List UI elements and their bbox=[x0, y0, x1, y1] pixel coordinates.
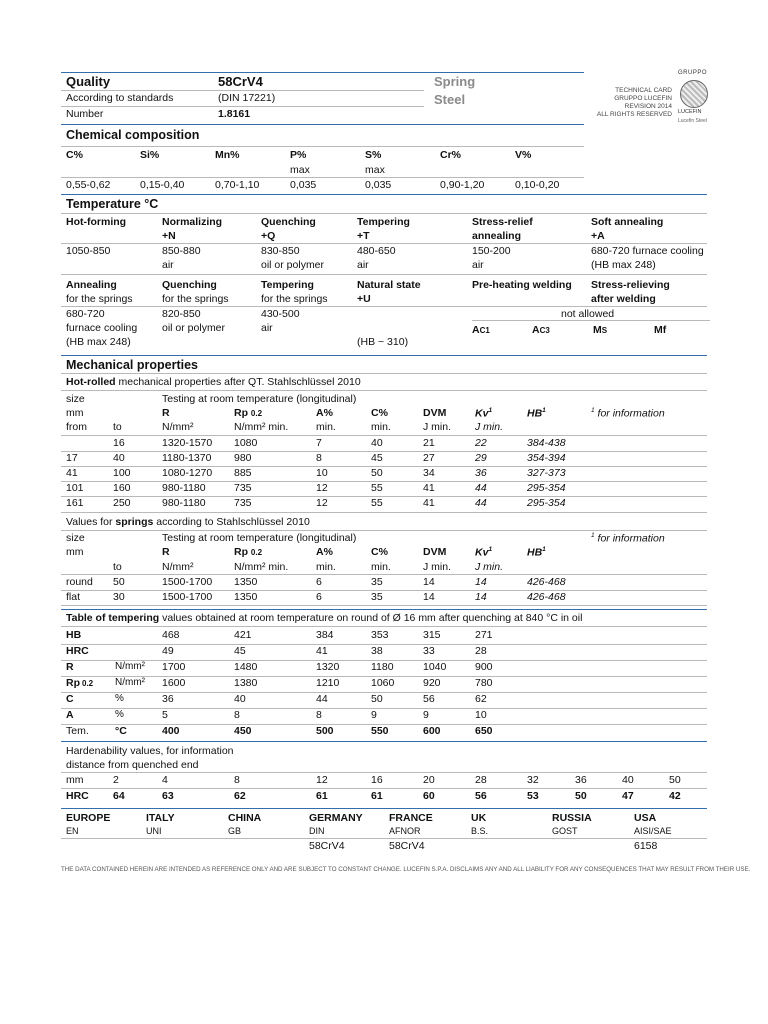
tempering-caption: Table of tempering values obtained at room temperature on round of Ø 16 mm after quenching at 840 °C in oil bbox=[66, 612, 583, 624]
tempering-temp-c2: 500 bbox=[316, 725, 334, 737]
chem-value-cr: 0,90-1,20 bbox=[440, 179, 485, 191]
header-kv: Kv$^1$ bbox=[475, 407, 493, 420]
not-allowed-text: not allowed bbox=[561, 308, 615, 320]
cell-r0-c4: 7 bbox=[316, 437, 322, 449]
tempering-unit-4: % bbox=[115, 693, 124, 704]
chem-sub-p: max bbox=[290, 164, 310, 176]
quenching-value: 830-850 bbox=[261, 245, 300, 257]
header-r: R bbox=[162, 407, 170, 419]
equiv-standard-3: DIN bbox=[309, 826, 325, 836]
tempering-label-4: C bbox=[66, 693, 74, 705]
springs-size-label: size bbox=[66, 532, 85, 544]
hard-hrc-5: 60 bbox=[423, 790, 435, 802]
quenching-springs-value2: oil or polymer bbox=[162, 322, 226, 334]
spring-cell-r1-c8: 426-468 bbox=[527, 591, 566, 603]
chem-value-v: 0,10-0,20 bbox=[515, 179, 560, 191]
natural-state-value: (HB ~ 310) bbox=[357, 336, 409, 348]
chem-value-p: 0,035 bbox=[290, 179, 317, 191]
normalizing-label: Normalizing bbox=[162, 216, 223, 228]
hard-mm-7: 32 bbox=[527, 774, 539, 786]
equiv-region-4: FRANCE bbox=[389, 812, 433, 824]
header-hb: $HB^1$ bbox=[527, 407, 546, 420]
cell-r1-c8: 354-394 bbox=[527, 452, 566, 464]
springs-header-r: R bbox=[162, 546, 170, 558]
cell-r2-c1: 100 bbox=[113, 467, 131, 479]
tempering-val-r0-c1: 421 bbox=[234, 629, 252, 641]
tempering-temp-c3: 550 bbox=[371, 725, 389, 737]
tempering-value: 480-650 bbox=[357, 245, 396, 257]
spring-cell-r1-c5: 35 bbox=[371, 591, 383, 603]
tempering-val-r1-c2: 41 bbox=[316, 645, 328, 657]
cell-r2-c0: 41 bbox=[66, 467, 78, 479]
tempering-val-r5-c2: 8 bbox=[316, 709, 322, 721]
tempering-temp-c4: 600 bbox=[423, 725, 441, 737]
spring-cell-r0-c6: 14 bbox=[423, 576, 435, 588]
header-a: A% bbox=[316, 407, 333, 419]
cell-r1-c7: 29 bbox=[475, 452, 487, 464]
hard-hrc-7: 53 bbox=[527, 790, 539, 802]
mechanical-properties-title: Mechanical properties bbox=[66, 358, 198, 372]
cell-r1-c0: 17 bbox=[66, 452, 78, 464]
equiv-grade-3: 58CrV4 bbox=[309, 840, 345, 852]
tempering-val-r4-c2: 44 bbox=[316, 693, 328, 705]
technical-card-info: TECHNICAL CARD GRUPPO LUCEFIN REVISION 2014 ALL RIGHTS RESERVED bbox=[596, 87, 672, 118]
cell-r0-c2: 1320-1570 bbox=[162, 437, 213, 449]
hard-mm-4: 16 bbox=[371, 774, 383, 786]
cell-r3-c7: 44 bbox=[475, 482, 487, 494]
chem-value-mn: 0,70-1,10 bbox=[215, 179, 260, 191]
tempering-val-r3-c5: 780 bbox=[475, 677, 493, 689]
springs-header-dvm: DVM bbox=[423, 546, 447, 558]
tempering-val-r2-c3: 1180 bbox=[371, 661, 394, 673]
chem-header-s: S% bbox=[365, 149, 382, 161]
tempering-val-r2-c5: 900 bbox=[475, 661, 493, 673]
tempering-value2: air bbox=[357, 259, 369, 271]
cell-r1-c6: 27 bbox=[423, 452, 435, 464]
tempering-label: Tempering bbox=[357, 216, 410, 228]
springs-unit-dvm: J min. bbox=[423, 561, 452, 573]
preheating-welding-label: Pre-heating welding bbox=[472, 279, 572, 291]
soft-annealing-value2: (HB max 248) bbox=[591, 259, 656, 271]
unit-c: min. bbox=[371, 421, 391, 433]
standards-label: According to standards bbox=[66, 92, 174, 104]
stress-relieving-label: Stress-relieving bbox=[591, 279, 670, 291]
soft-annealing-code: +A bbox=[591, 230, 605, 242]
annealing-value: 680-720 bbox=[66, 308, 105, 320]
quality-label: Quality bbox=[66, 74, 111, 89]
tempering-val-r4-c1: 40 bbox=[234, 693, 246, 705]
quenching-springs-value: 820-850 bbox=[162, 308, 201, 320]
hard-mm-2: 8 bbox=[234, 774, 240, 786]
springs-testing-label: Testing at room temperature (longitudinal) bbox=[162, 532, 357, 544]
ms-label: MS bbox=[593, 324, 608, 336]
tempering-temp-unit: °C bbox=[115, 725, 127, 737]
tempering-val-r5-c0: 5 bbox=[162, 709, 168, 721]
springs-mm-label: mm bbox=[66, 546, 84, 558]
quenching-springs-sub: for the springs bbox=[162, 293, 229, 305]
springs-header-rp: Rp 0.2 bbox=[234, 546, 263, 558]
annealing-label: Annealing bbox=[66, 279, 117, 291]
springs-header-hb: $HB^1$ bbox=[527, 546, 546, 559]
tempering-springs-label: Tempering bbox=[261, 279, 314, 291]
springs-unit-r: N/mm² bbox=[162, 561, 194, 573]
cell-r2-c4: 10 bbox=[316, 467, 328, 479]
number-label: Number bbox=[66, 108, 104, 120]
cell-r1-c2: 1180-1370 bbox=[162, 452, 212, 464]
hard-hrc-2: 62 bbox=[234, 790, 246, 802]
tempering-val-r2-c4: 1040 bbox=[423, 661, 447, 673]
chem-header-c: C% bbox=[66, 149, 83, 161]
equiv-region-0: EUROPE bbox=[66, 812, 111, 824]
cell-r0-c8: 384-438 bbox=[527, 437, 566, 449]
hard-hrc-10: 42 bbox=[669, 790, 681, 802]
normalizing-code: +N bbox=[162, 230, 176, 242]
spring-cell-r1-c2: 1500-1700 bbox=[162, 591, 213, 603]
springs-info-note: $^1$ for information bbox=[591, 532, 665, 545]
chem-header-cr: Cr% bbox=[440, 149, 462, 161]
hard-hrc-3: 61 bbox=[316, 790, 328, 802]
tempering-val-r2-c0: 1700 bbox=[162, 661, 186, 673]
number-value: 1.8161 bbox=[218, 108, 251, 120]
cell-r3-c8: 295-354 bbox=[527, 482, 566, 494]
springs-unit-c: min. bbox=[371, 561, 391, 573]
cell-r2-c7: 36 bbox=[475, 467, 487, 479]
tempering-temp-c1: 450 bbox=[234, 725, 252, 737]
chem-value-s: 0,035 bbox=[365, 179, 392, 191]
cell-r3-c3: 735 bbox=[234, 482, 252, 494]
lucefin-logo: GRUPPO LUCEFIN Lucefin Steel bbox=[678, 70, 708, 124]
cell-r0-c6: 21 bbox=[423, 437, 435, 449]
standards-value: (DIN 17221) bbox=[218, 92, 276, 104]
cell-r0-c5: 40 bbox=[371, 437, 383, 449]
cell-r4-c2: 980-1180 bbox=[162, 497, 206, 509]
spring-cell-r0-c7: 14 bbox=[475, 576, 487, 588]
cell-r2-c2: 1080-1270 bbox=[162, 467, 213, 479]
hard-hrc-8: 50 bbox=[575, 790, 587, 802]
cell-r2-c5: 50 bbox=[371, 467, 383, 479]
tempering-springs-sub: for the springs bbox=[261, 293, 328, 305]
stress-relief-label2: annealing bbox=[472, 230, 522, 242]
tempering-label-sub: 0.2 bbox=[82, 679, 94, 688]
hard-mm-5: 20 bbox=[423, 774, 435, 786]
tempering-val-r5-c4: 9 bbox=[423, 709, 429, 721]
tempering-label-0: HB bbox=[66, 629, 82, 641]
tempering-val-r3-c2: 1210 bbox=[316, 677, 340, 689]
chemical-composition-title: Chemical composition bbox=[66, 128, 200, 142]
equiv-grade-7: 6158 bbox=[634, 840, 658, 852]
quenching-label: Quenching bbox=[261, 216, 316, 228]
mf-label: Mf bbox=[654, 324, 667, 336]
chem-value-si: 0,15-0,40 bbox=[140, 179, 185, 191]
tempering-val-r2-c1: 1480 bbox=[234, 661, 258, 673]
tempering-val-r4-c3: 50 bbox=[371, 693, 383, 705]
equiv-region-5: UK bbox=[471, 812, 487, 824]
hard-hrc-1: 63 bbox=[162, 790, 174, 802]
tempering-val-r4-c0: 36 bbox=[162, 693, 174, 705]
cell-r1-c1: 40 bbox=[113, 452, 125, 464]
tempering-val-r1-c5: 28 bbox=[475, 645, 487, 657]
steel-type-line2: Steel bbox=[434, 92, 466, 107]
unit-kv: J min. bbox=[475, 421, 504, 433]
cell-r3-c1: 160 bbox=[113, 482, 131, 494]
testing-label: Testing at room temperature (longitudinal) bbox=[162, 393, 357, 405]
quality-value: 58CrV4 bbox=[218, 74, 263, 89]
tempering-label-1: HRC bbox=[66, 645, 89, 657]
tempering-val-r4-c4: 56 bbox=[423, 693, 435, 705]
tempering-label-3: Rp bbox=[66, 677, 80, 689]
springs-unit-a: min. bbox=[316, 561, 336, 573]
equiv-region-1: ITALY bbox=[146, 812, 175, 824]
tempering-val-r1-c1: 45 bbox=[234, 645, 246, 657]
tempering-val-r2-c2: 1320 bbox=[316, 661, 340, 673]
spring-cell-r1-c1: 30 bbox=[113, 591, 125, 603]
annealing-value2: furnace cooling bbox=[66, 322, 138, 334]
soft-annealing-value: 680-720 furnace cooling bbox=[591, 245, 704, 257]
hard-mm-9: 40 bbox=[622, 774, 634, 786]
tempering-val-r1-c0: 49 bbox=[162, 645, 174, 657]
chem-header-v: V% bbox=[515, 149, 532, 161]
hardenability-line1: Hardenability values, for information bbox=[66, 745, 234, 757]
cell-r4-c0: 161 bbox=[66, 497, 84, 509]
hard-mm-10: 50 bbox=[669, 774, 681, 786]
equiv-region-2: CHINA bbox=[228, 812, 262, 824]
spring-cell-r0-c1: 50 bbox=[113, 576, 125, 588]
springs-header-c: C% bbox=[371, 546, 388, 558]
tempering-val-r0-c5: 271 bbox=[475, 629, 493, 641]
normalizing-value2: air bbox=[162, 259, 174, 271]
cell-r3-c6: 41 bbox=[423, 482, 435, 494]
cell-r2-c8: 327-373 bbox=[527, 467, 566, 479]
springs-to-label: to bbox=[113, 561, 122, 573]
unit-dvm: J min. bbox=[423, 421, 452, 433]
unit-r: N/mm² bbox=[162, 421, 194, 433]
spring-cell-r1-c6: 14 bbox=[423, 591, 435, 603]
hard-mm-6: 28 bbox=[475, 774, 487, 786]
equiv-standard-5: B.S. bbox=[471, 826, 489, 836]
equiv-standard-2: GB bbox=[228, 826, 242, 836]
hard-mm-1: 4 bbox=[162, 774, 168, 786]
cell-r2-c6: 34 bbox=[423, 467, 435, 479]
hot-rolled-caption: Hot-rolled mechanical properties after QT. Stahlschlüssel 2010 bbox=[66, 376, 361, 388]
header-rp: Rp 0.2 bbox=[234, 407, 263, 419]
spring-cell-r0-c0: round bbox=[66, 576, 93, 588]
stress-relieving-label2: after welding bbox=[591, 293, 656, 305]
mm-label: mm bbox=[66, 407, 84, 419]
cell-r4-c4: 12 bbox=[316, 497, 328, 509]
tempering-val-r3-c0: 1600 bbox=[162, 677, 186, 689]
tempering-label-5: A bbox=[66, 709, 74, 721]
spring-cell-r1-c7: 14 bbox=[475, 591, 487, 603]
stress-relief-label: Stress-relief bbox=[472, 216, 533, 228]
ac1-label: AC1 bbox=[472, 324, 490, 336]
cell-r3-c2: 980-1180 bbox=[162, 482, 206, 494]
equiv-region-6: RUSSIA bbox=[552, 812, 592, 824]
spring-cell-r1-c3: 1350 bbox=[234, 591, 258, 603]
springs-header-kv: Kv$^1$ bbox=[475, 546, 493, 559]
spring-cell-r1-c4: 6 bbox=[316, 591, 322, 603]
spring-cell-r0-c8: 426-468 bbox=[527, 576, 566, 588]
tempering-val-r4-c5: 62 bbox=[475, 693, 487, 705]
cell-r0-c7: 22 bbox=[475, 437, 487, 449]
normalizing-value: 850-880 bbox=[162, 245, 201, 257]
tempering-unit-2: N/mm² bbox=[115, 661, 145, 672]
springs-header-a: A% bbox=[316, 546, 333, 558]
tempering-val-r1-c4: 33 bbox=[423, 645, 435, 657]
hardenability-line2: distance from quenched end bbox=[66, 759, 199, 771]
cell-r3-c4: 12 bbox=[316, 482, 328, 494]
tempering-temp-c5: 650 bbox=[475, 725, 493, 737]
equiv-standard-1: UNI bbox=[146, 826, 162, 836]
equiv-region-7: USA bbox=[634, 812, 657, 824]
tempering-val-r3-c3: 1060 bbox=[371, 677, 395, 689]
tempering-unit-5: % bbox=[115, 709, 124, 720]
tempering-val-r5-c1: 8 bbox=[234, 709, 240, 721]
chem-header-p: P% bbox=[290, 149, 307, 161]
cell-r4-c5: 55 bbox=[371, 497, 383, 509]
quenching-value2: oil or polymer bbox=[261, 259, 325, 271]
equiv-standard-7: AISI/SAE bbox=[634, 826, 672, 836]
cell-r4-c8: 295-354 bbox=[527, 497, 566, 509]
cell-r3-c5: 55 bbox=[371, 482, 383, 494]
springs-unit-kv: J min. bbox=[475, 561, 504, 573]
unit-a: min. bbox=[316, 421, 336, 433]
quenching-code: +Q bbox=[261, 230, 276, 242]
tempering-val-r3-c1: 1380 bbox=[234, 677, 258, 689]
tempering-code: +T bbox=[357, 230, 370, 242]
header-c: C% bbox=[371, 407, 388, 419]
tempering-val-r5-c5: 10 bbox=[475, 709, 487, 721]
info-note: $^1$ for information bbox=[591, 407, 665, 420]
annealing-sub: for the springs bbox=[66, 293, 133, 305]
tempering-springs-value: 430-500 bbox=[261, 308, 300, 320]
hot-forming-value: 1050-850 bbox=[66, 245, 111, 257]
spring-cell-r0-c3: 1350 bbox=[234, 576, 258, 588]
to-label: to bbox=[113, 421, 122, 433]
tempering-val-r3-c4: 920 bbox=[423, 677, 441, 689]
spring-cell-r0-c5: 35 bbox=[371, 576, 383, 588]
quenching-springs-label: Quenching bbox=[162, 279, 217, 291]
natural-state-code: +U bbox=[357, 293, 371, 305]
temperature-title: Temperature °C bbox=[66, 197, 159, 211]
hard-hrc-6: 56 bbox=[475, 790, 487, 802]
springs-caption: Values for springs according to Stahlschlüssel 2010 bbox=[66, 516, 310, 528]
tempering-temp-c0: 400 bbox=[162, 725, 180, 737]
size-label: size bbox=[66, 393, 85, 405]
tempering-val-r1-c3: 38 bbox=[371, 645, 383, 657]
cell-r2-c3: 885 bbox=[234, 467, 252, 479]
tempering-val-r0-c0: 468 bbox=[162, 629, 180, 641]
natural-state-label: Natural state bbox=[357, 279, 421, 291]
steel-type-line1: Spring bbox=[434, 74, 476, 89]
header-dvm: DVM bbox=[423, 407, 447, 419]
equiv-grade-4: 58CrV4 bbox=[389, 840, 425, 852]
tempering-val-r0-c4: 315 bbox=[423, 629, 441, 641]
cell-r1-c3: 980 bbox=[234, 452, 252, 464]
cell-r0-c1: 16 bbox=[113, 437, 125, 449]
hardenability-hrc-label: HRC bbox=[66, 790, 89, 802]
tempering-springs-value2: air bbox=[261, 322, 273, 334]
tempering-temp-label: Tem. bbox=[66, 725, 89, 737]
hard-hrc-9: 47 bbox=[622, 790, 634, 802]
cell-r1-c4: 8 bbox=[316, 452, 322, 464]
annealing-value3: (HB max 248) bbox=[66, 336, 131, 348]
hardenability-mm-label: mm bbox=[66, 774, 84, 786]
cell-r4-c1: 250 bbox=[113, 497, 131, 509]
tempering-val-r5-c3: 9 bbox=[371, 709, 377, 721]
chem-header-si: Si% bbox=[140, 149, 160, 161]
hard-mm-8: 36 bbox=[575, 774, 587, 786]
disclaimer-footer: THE DATA CONTAINED HEREIN ARE INTENDED AS REFERENCE ONLY AND ARE SUBJECT TO CONSTANT CHANGE. LUCEFIN S.P.A. DISCLAIMS ANY AND ALL LIABILITY FOR ANY CONSEQUENCES THAT MAY RESULT FROM THEIR USE. bbox=[61, 866, 751, 873]
spring-cell-r1-c0: flat bbox=[66, 591, 81, 603]
spring-cell-r0-c2: 1500-1700 bbox=[162, 576, 213, 588]
unit-rp: N/mm² min. bbox=[234, 421, 289, 433]
soft-annealing-label: Soft annealing bbox=[591, 216, 664, 228]
hard-hrc-0: 64 bbox=[113, 790, 125, 802]
hard-hrc-4: 61 bbox=[371, 790, 383, 802]
springs-unit-rp: N/mm² min. bbox=[234, 561, 289, 573]
chem-header-mn: Mn% bbox=[215, 149, 240, 161]
chem-sub-s: max bbox=[365, 164, 385, 176]
ac3-label: AC3 bbox=[532, 324, 550, 336]
stress-relief-value2: air bbox=[472, 259, 484, 271]
hot-forming-label: Hot-forming bbox=[66, 216, 127, 228]
equiv-standard-0: EN bbox=[66, 826, 79, 836]
cell-r4-c7: 44 bbox=[475, 497, 487, 509]
chem-value-c: 0,55-0,62 bbox=[66, 179, 111, 191]
cell-r4-c3: 735 bbox=[234, 497, 252, 509]
cell-r1-c5: 45 bbox=[371, 452, 383, 464]
cell-r3-c0: 101 bbox=[66, 482, 84, 494]
tempering-label-2: R bbox=[66, 661, 74, 673]
equiv-standard-4: AFNOR bbox=[389, 826, 421, 836]
stress-relief-value: 150-200 bbox=[472, 245, 511, 257]
tempering-unit-3: N/mm² bbox=[115, 677, 145, 688]
from-label: from bbox=[66, 421, 87, 433]
tempering-val-r0-c2: 384 bbox=[316, 629, 334, 641]
hard-mm-0: 2 bbox=[113, 774, 119, 786]
equiv-standard-6: GOST bbox=[552, 826, 578, 836]
equiv-region-3: GERMANY bbox=[309, 812, 363, 824]
tempering-val-r0-c3: 353 bbox=[371, 629, 389, 641]
hard-mm-3: 12 bbox=[316, 774, 328, 786]
cell-r4-c6: 41 bbox=[423, 497, 435, 509]
spring-cell-r0-c4: 6 bbox=[316, 576, 322, 588]
cell-r0-c3: 1080 bbox=[234, 437, 258, 449]
